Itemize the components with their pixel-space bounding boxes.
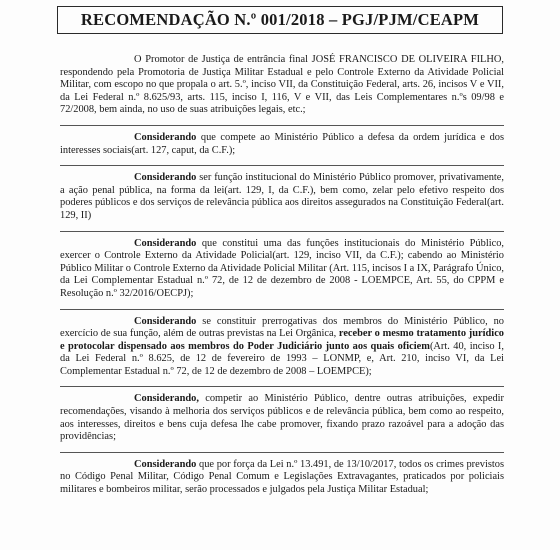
considerando-paragraph-5 xyxy=(60,393,504,443)
considerando-paragraph-1 xyxy=(60,132,504,157)
paragraph-text: que constitui uma das funções institucionais do Ministério Público, exercer o Controle Externo da Atividade Policial(art. 129, inciso VII, da C.F.); cabendo ao Ministério Público Militar o Controle Externo da Atividade Policial Militar (Art. 115, incisos I a IX, Parágrafo Único, da Lei Complementar Estadual n.º 72, de 12 de dezembro de 2008 - LOEMPCE, Art. 55, do CPPM e Resolução n.º 32/2016/OECPJ); xyxy=(60,237,505,299)
paragraph-text: ser função institucional do Ministério Público promover, privativamente, a ação penal pública, na forma da lei(art. 129, I, da C.F.), bem como, zelar pelo efetivo respeito dos poderes públicos e dos serviços de relevância pública aos direitos assegurados na Constituição Federal(art. 129, II) xyxy=(60,172,504,221)
considerando-paragraph-2 xyxy=(60,172,504,222)
divider xyxy=(60,165,504,166)
document-title: RECOMENDAÇÃO N.º 001/2018 – PGJ/PJM/CEAPM xyxy=(80,10,480,29)
considerando-lead: Considerando xyxy=(134,131,197,143)
considerando-lead: Considerando xyxy=(134,237,197,249)
considerando-lead: Considerando xyxy=(134,172,197,184)
considerando-lead: Considerando xyxy=(134,458,197,470)
considerando-lead: Considerando, xyxy=(134,393,199,405)
divider xyxy=(60,386,504,387)
considerando-paragraph-6 xyxy=(60,459,504,497)
considerando-lead: Considerando xyxy=(134,315,197,327)
document-title-box xyxy=(57,6,503,34)
divider xyxy=(60,452,504,453)
divider xyxy=(60,309,504,310)
paragraph-text: que por força da Lei n.º 13.491, de 13/10/2017, todos os crimes previstos no Código Penal Militar, Código Penal Comum e Legislações Extravagantes, praticados por policiais militares e bombeiros militar, serão processados e julgados pela Justiça Militar Estadual; xyxy=(60,458,504,496)
divider xyxy=(60,125,504,126)
paragraph-text: que compete ao Ministério Público a defesa da ordem jurídica e dos interesses sociais(art. 127, caput, da C.F.); xyxy=(60,131,504,156)
document-body xyxy=(60,54,504,497)
considerando-paragraph-3 xyxy=(60,238,504,301)
paragraph-text: se constituir prerrogativas dos membros do Ministério Público, no exercício de sua função, além de outras previstas na Lei Orgânica, xyxy=(60,315,504,340)
paragraph-text: competir ao Ministério Público, dentre outras atribuições, expedir recomendações, visando à melhoria dos serviços públicos e de relevância pública, bem como ao respeito, aos interesses, direitos e bens cuja defesa lhe cabe promover, fixando prazo razoável para a adoção das providências; xyxy=(60,393,504,443)
paragraph-text: (Art. 40, inciso I, da Lei Federal n.º 8.625, de 12 de fevereiro de 1993 – LONMP, e, Art. 210, inciso VI, da Lei Complementar Estadual n.º 72, de 12 de dezembro de 2008 – LOEMPCE); xyxy=(60,340,504,377)
intro-paragraph: O Promotor de Justiça de entrância final JOSÉ FRANCISCO DE OLIVEIRA FILHO, respondendo pela Promotoria de Justiça Militar Estadual e pelo Controle Externo da Atividade Policial Militar, com escopo no que propala o art. 5.º, inciso VII, da Constituição Federal, arts. 26, incisos V e VII, da Lei Federal n.º 8.625/93, arts. 115, inciso I, 116, V e VII, das Leis Complementares n.ºs 09/98 e 72/2008, bem ainda, no uso de suas atribuições legais, etc.; xyxy=(60,54,504,116)
considerando-paragraph-4 xyxy=(60,316,504,379)
divider xyxy=(60,231,504,232)
paragraph-bold-text: receber o mesmo tratamento jurídico e protocolar dispensado aos membros do Poder Judiciário junto aos quais oficiem xyxy=(60,328,504,352)
